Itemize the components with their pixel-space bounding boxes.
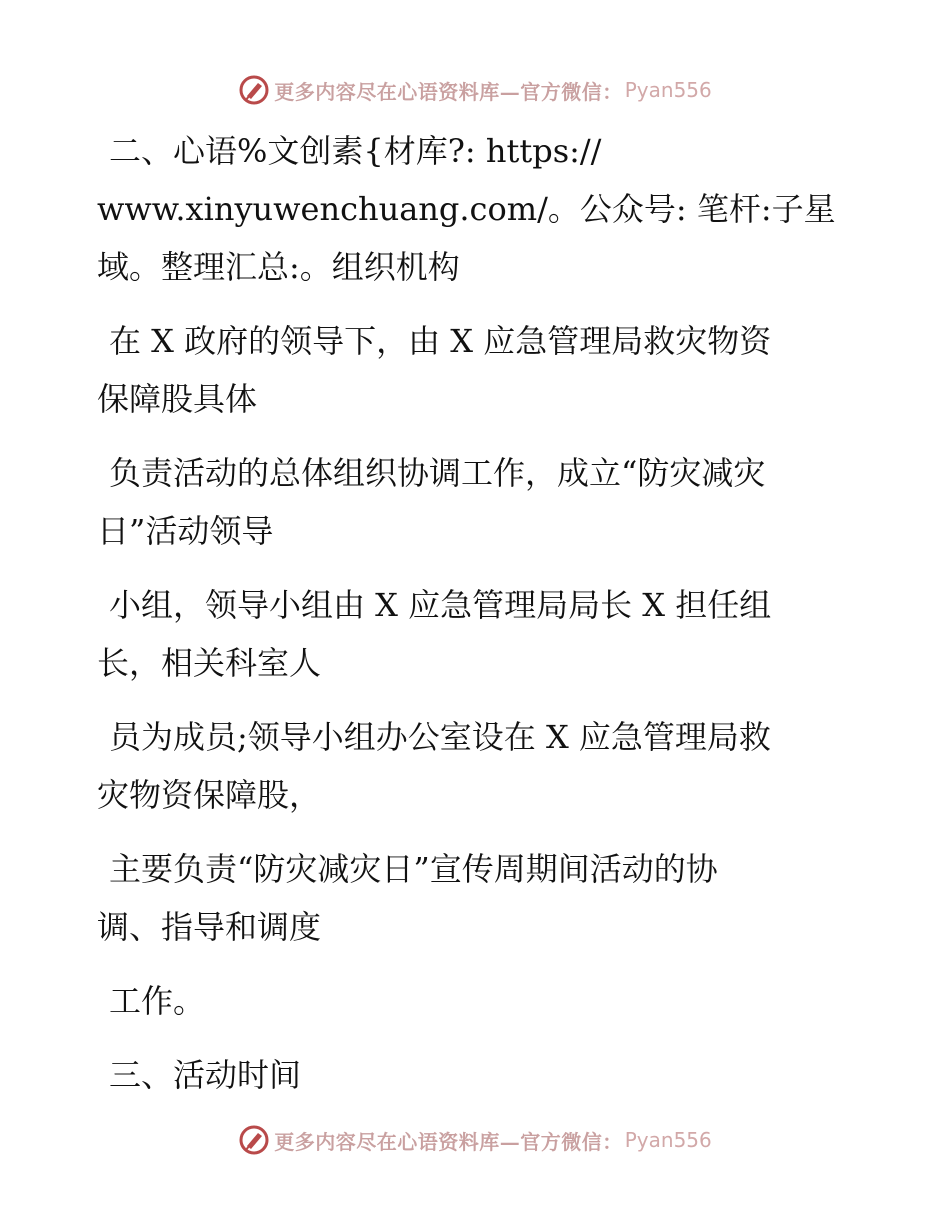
text-line: 小组，领导小组由 X 应急管理局局长 X 担任组 [109, 586, 772, 624]
text-line: 员为成员;领导小组办公室设在 X 应急管理局救 [109, 718, 771, 756]
watermark-wechat-id: Pyan556 [624, 1128, 712, 1152]
text-line: 负责活动的总体组织协调工作，成立“防灾减灾 [109, 454, 766, 492]
paragraph-4 [97, 576, 837, 692]
footer-watermark-banner [0, 1120, 950, 1160]
paragraph-2 [97, 312, 837, 428]
paragraph-3 [97, 444, 837, 560]
paragraph-5 [97, 708, 837, 824]
watermark-promo-text: 更多内容尽在心语资料库—官方微信： [274, 1129, 623, 1154]
paragraph-1 [97, 122, 837, 296]
text-line: 域。整理汇总:。组织机构 [97, 248, 460, 286]
watermark-promo-text: 更多内容尽在心语资料库—官方微信： [274, 79, 623, 104]
header-watermark-banner [0, 70, 950, 110]
text-line: 调、指导和调度 [97, 908, 322, 946]
watermark-wechat-id: Pyan556 [624, 78, 712, 102]
text-line: 长，相关科室人 [97, 644, 322, 682]
paragraph-7 [97, 972, 837, 1030]
text-line: 日”活动领导 [97, 512, 274, 550]
quill-pen-logo-icon [238, 74, 270, 106]
text-line: 工作。 [109, 982, 206, 1020]
section-heading [97, 1046, 837, 1104]
text-line: www.xinyuwenchuang.com/。公众号: 笔杆:子星 [97, 190, 836, 228]
document-body [97, 122, 837, 1120]
text-line: 主要负责“防灾减灾日”宣传周期间活动的协 [109, 850, 718, 888]
text-line: 灾物资保障股， [97, 776, 322, 814]
paragraph-6 [97, 840, 837, 956]
text-line: 保障股具体 [97, 380, 258, 418]
text-line: 在 X 政府的领导下，由 X 应急管理局救灾物资 [109, 322, 772, 360]
quill-pen-logo-icon [238, 1124, 270, 1156]
text-line: 三、活动时间 [109, 1056, 302, 1094]
text-line: 二、心语%文创素{材库?: https:// [109, 132, 602, 170]
